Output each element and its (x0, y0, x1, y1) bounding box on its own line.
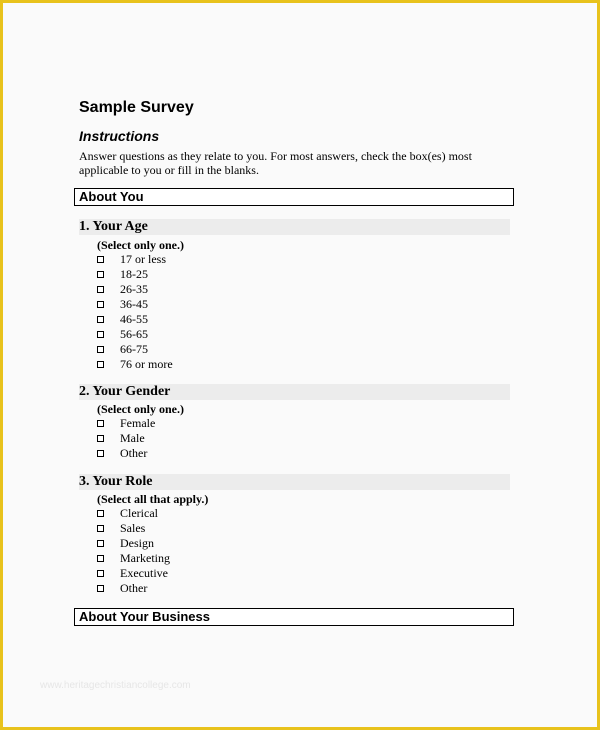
option-label: 66-75 (120, 342, 148, 356)
watermark: www.heritagechristiancollege.com (40, 680, 191, 691)
option-label: 56-65 (120, 327, 148, 341)
checkbox[interactable] (97, 286, 104, 293)
option-gender-other[interactable] (97, 446, 155, 461)
checkbox[interactable] (97, 346, 104, 353)
option-label: Design (120, 536, 154, 550)
section-about-business: About Your Business (74, 608, 514, 626)
question-age-options (97, 252, 173, 372)
option-age-26-35[interactable] (97, 282, 173, 297)
option-role-design[interactable] (97, 536, 170, 551)
question-role-options (97, 506, 170, 596)
option-label: 76 or more (120, 357, 173, 371)
option-label: Marketing (120, 551, 170, 565)
checkbox[interactable] (97, 540, 104, 547)
option-label: Executive (120, 566, 168, 580)
question-role-hint: (Select all that apply.) (97, 492, 209, 506)
option-label: Other (120, 446, 148, 460)
checkbox[interactable] (97, 435, 104, 442)
option-role-clerical[interactable] (97, 506, 170, 521)
checkbox[interactable] (97, 256, 104, 263)
question-gender-options (97, 416, 155, 461)
checkbox[interactable] (97, 555, 104, 562)
instructions-heading: Instructions (79, 128, 160, 144)
checkbox[interactable] (97, 510, 104, 517)
option-age-66-75[interactable] (97, 342, 173, 357)
checkbox[interactable] (97, 420, 104, 427)
survey-title: Sample Survey (79, 99, 194, 116)
option-age-56-65[interactable] (97, 327, 173, 342)
option-role-executive[interactable] (97, 566, 170, 581)
checkbox[interactable] (97, 361, 104, 368)
option-label: Other (120, 581, 148, 595)
option-role-marketing[interactable] (97, 551, 170, 566)
option-label: 17 or less (120, 252, 166, 266)
option-label: Male (120, 431, 145, 445)
checkbox[interactable] (97, 331, 104, 338)
option-age-46-55[interactable] (97, 312, 173, 327)
option-role-sales[interactable] (97, 521, 170, 536)
option-age-17-or-less[interactable] (97, 252, 173, 267)
option-label: Clerical (120, 506, 158, 520)
option-label: 46-55 (120, 312, 148, 326)
option-label: 18-25 (120, 267, 148, 281)
checkbox[interactable] (97, 316, 104, 323)
section-about-you: About You (74, 188, 514, 206)
checkbox[interactable] (97, 271, 104, 278)
option-gender-male[interactable] (97, 431, 155, 446)
option-label: Sales (120, 521, 146, 535)
checkbox[interactable] (97, 301, 104, 308)
instructions-text: Answer questions as they relate to you. For most answers, check the box(es) most applicable to you or fill in the blanks. (79, 149, 472, 177)
checkbox[interactable] (97, 525, 104, 532)
question-gender-hint: (Select only one.) (97, 402, 184, 416)
option-age-36-45[interactable] (97, 297, 173, 312)
option-gender-female[interactable] (97, 416, 155, 431)
checkbox[interactable] (97, 570, 104, 577)
question-gender-heading: 2. Your Gender (79, 384, 510, 400)
question-age-heading: 1. Your Age (79, 219, 510, 235)
option-label: Female (120, 416, 156, 430)
option-label: 36-45 (120, 297, 148, 311)
checkbox[interactable] (97, 585, 104, 592)
option-age-76-or-more[interactable] (97, 357, 173, 372)
question-role-heading: 3. Your Role (79, 474, 510, 490)
checkbox[interactable] (97, 450, 104, 457)
question-age-hint: (Select only one.) (97, 238, 184, 252)
option-role-other[interactable] (97, 581, 170, 596)
option-age-18-25[interactable] (97, 267, 173, 282)
option-label: 26-35 (120, 282, 148, 296)
